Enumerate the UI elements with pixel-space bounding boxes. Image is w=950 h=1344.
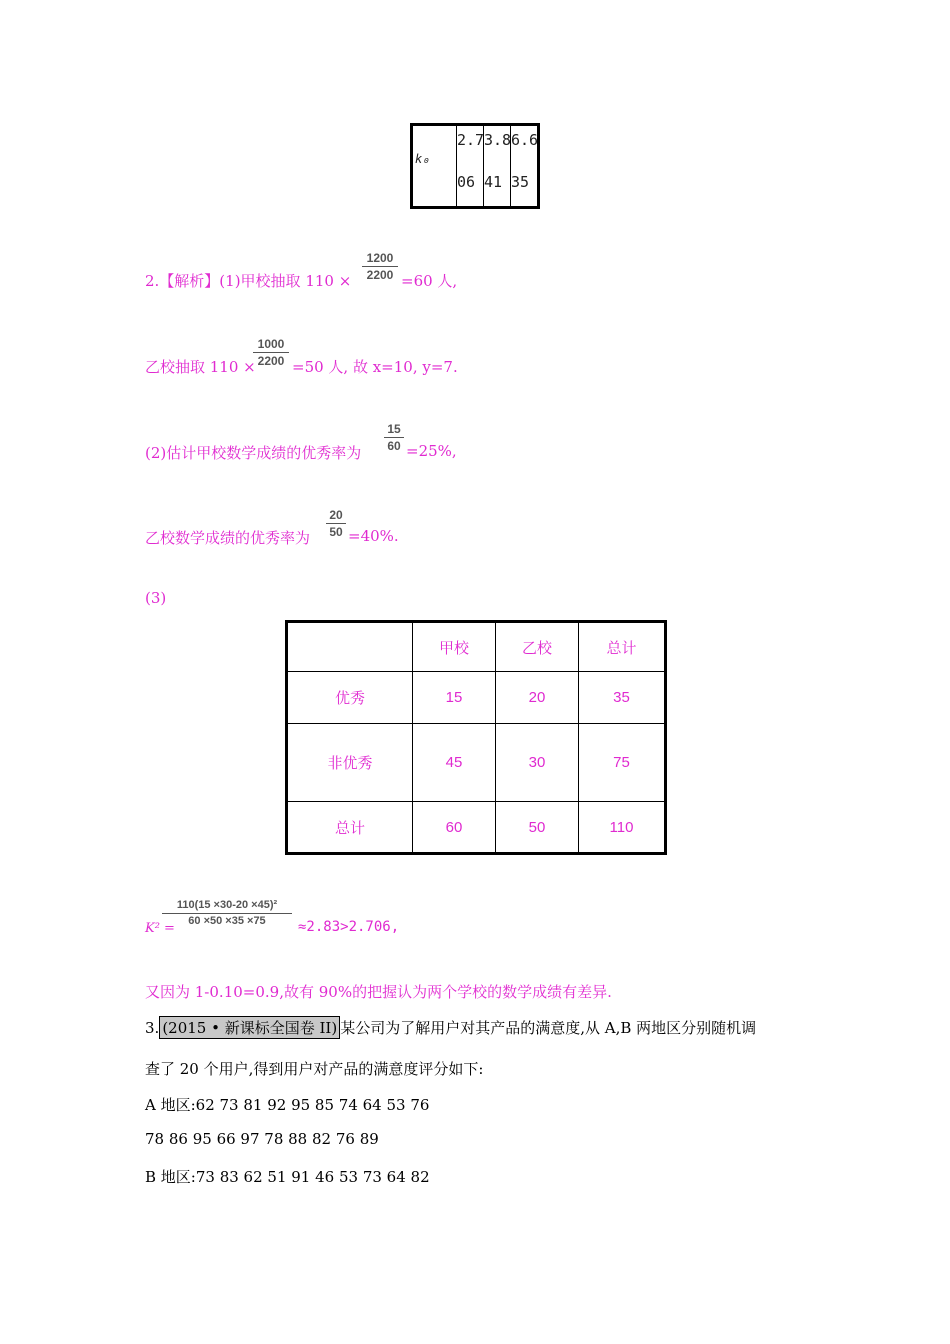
solution-line-3-prefix: (2)估计甲校数学成绩的优秀率为 — [145, 444, 362, 462]
k2-fraction — [162, 900, 292, 927]
table-cell: 非优秀 — [287, 724, 413, 802]
solution-line-2-prefix: 乙校抽取 110 × — [145, 358, 256, 376]
problem-number: 3. — [145, 1019, 160, 1037]
table-cell: 优秀 — [287, 672, 413, 724]
solution-line-1 — [145, 270, 351, 291]
table-header-cell: 乙校 — [496, 622, 579, 672]
fraction-denominator: 60 — [387, 439, 401, 453]
k0-col2-bottom: 41 — [484, 173, 503, 191]
part-3-label: (3) — [145, 589, 167, 607]
problem-3-line-1-text: 某公司为了解用户对其产品的满意度,从 A,B 两地区分别随机调 — [340, 1019, 757, 1037]
table-cell: 20 — [496, 672, 579, 724]
table-cell: 75 — [579, 724, 666, 802]
table-header-cell — [287, 622, 413, 672]
table-cell: 45 — [413, 724, 496, 802]
fraction-numerator: 1000 — [257, 337, 285, 351]
table-cell: 15 — [413, 672, 496, 724]
table-cell: 50 — [496, 802, 579, 854]
k0-col1-top: 2.7 — [457, 131, 485, 149]
contingency-table — [285, 620, 667, 855]
solution-line-1-prefix: 2.【解析】(1)甲校抽取 110 × — [145, 272, 352, 290]
fraction-denominator: 2200 — [366, 268, 394, 282]
b-region-scores-line-1: B 地区:73 83 62 51 91 46 53 73 64 82 — [145, 1168, 430, 1186]
conclusion-text: 又因为 1-0.10=0.9,故有 90%的把握认为两个学校的数学成绩有差异. — [145, 983, 612, 1001]
k0-col3-bottom: 35 — [511, 173, 530, 191]
solution-line-3-suffix: =25%, — [406, 442, 457, 460]
k2-numerator: 110(15 ×30-20 ×45)² — [176, 899, 278, 911]
table-row — [287, 802, 666, 854]
k0-col1-bottom: 06 — [457, 173, 476, 191]
fraction-1000-2200 — [253, 338, 289, 367]
k0-table — [410, 123, 540, 209]
fraction-numerator: 20 — [329, 508, 343, 522]
table-header-cell: 甲校 — [413, 622, 496, 672]
solution-line-2-suffix: =50 人, 故 x=10, y=7. — [292, 358, 458, 376]
table-cell: 60 — [413, 802, 496, 854]
table-header-row — [287, 622, 666, 672]
fraction-denominator: 50 — [329, 525, 343, 539]
k0-col2-top: 3.8 — [484, 131, 512, 149]
fraction-numerator: 15 — [387, 422, 401, 436]
problem-3-line-1 — [145, 1016, 756, 1039]
table-row — [287, 724, 666, 802]
fraction-denominator: 2200 — [257, 354, 285, 368]
a-region-scores-line-2: 78 86 95 66 97 78 88 82 76 89 — [145, 1130, 379, 1148]
a-region-scores-line-1: A 地区:62 73 81 92 95 85 74 64 53 76 — [145, 1096, 430, 1114]
table-cell: 110 — [579, 802, 666, 854]
fraction-20-50 — [326, 509, 346, 538]
solution-line-1-suffix: =60 人, — [401, 272, 458, 290]
fraction-15-60 — [384, 423, 404, 452]
solution-line-4-suffix: =40%. — [348, 527, 399, 545]
problem-3-line-2: 查了 20 个用户,得到用户对产品的满意度评分如下: — [145, 1060, 484, 1078]
k2-denominator: 60 ×50 ×35 ×75 — [188, 915, 266, 927]
source-reference: (2015 • 新课标全国卷 II) — [159, 1016, 340, 1039]
k2-result: ≈2.83>2.706, — [298, 919, 400, 935]
solution-line-4-prefix: 乙校数学成绩的优秀率为 — [145, 529, 311, 547]
fraction-1200-2200 — [362, 252, 398, 281]
table-cell: 总计 — [287, 802, 413, 854]
k0-col3-top: 6.6 — [511, 131, 539, 149]
table-row — [287, 672, 666, 724]
fraction-numerator: 1200 — [366, 251, 394, 265]
k0-label: k₀ — [415, 152, 430, 166]
table-header-cell: 总计 — [579, 622, 666, 672]
k2-lhs: K² = — [145, 921, 175, 936]
table-cell: 35 — [579, 672, 666, 724]
table-cell: 30 — [496, 724, 579, 802]
